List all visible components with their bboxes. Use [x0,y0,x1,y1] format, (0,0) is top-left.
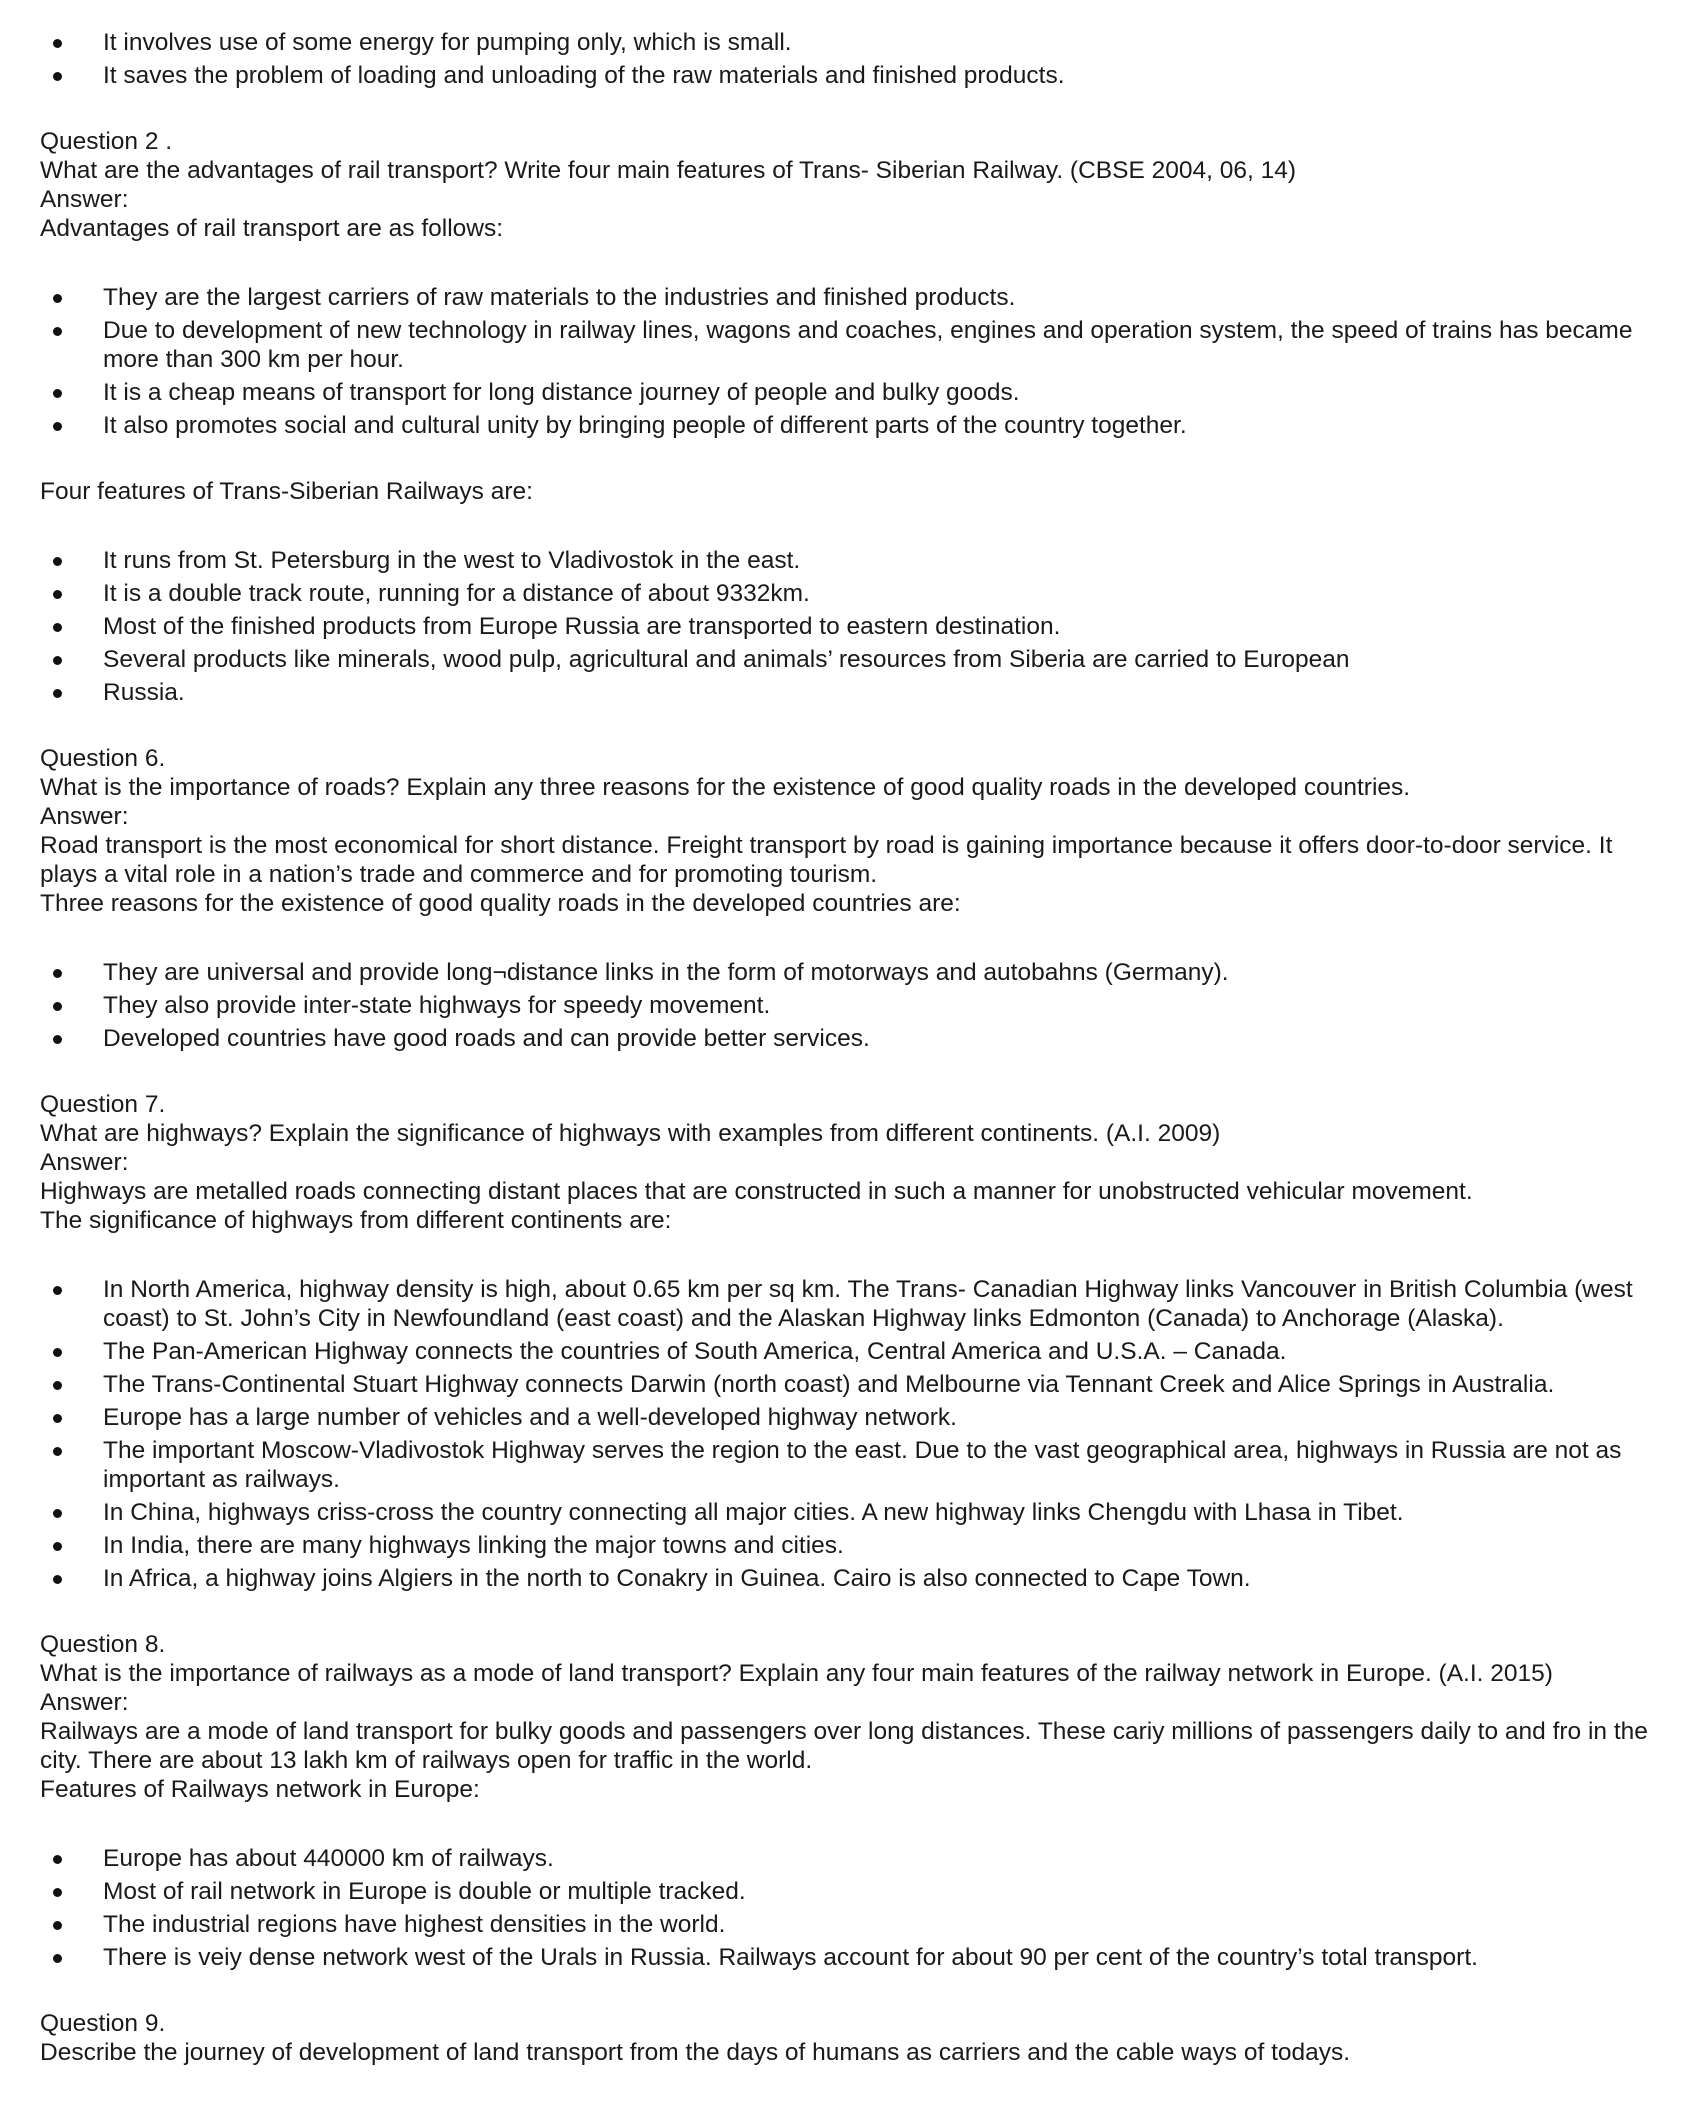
list-item: Due to development of new technology in railway lines, wagons and coaches, engines and operation system, the speed of trains has became more than 300 km per hour. [40,316,1670,374]
list-item: It saves the problem of loading and unloading of the raw materials and finished products. [40,61,1670,90]
list-item: In North America, highway density is high, about 0.65 km per sq km. The Trans- Canadian Highway links Vancouver in British Columbia (west coast) to St. John’s City in Newfoundland (east coast) and the Alaskan Highway links Edmonton (Canada) to Anchorage (Alaska). [40,1275,1670,1333]
list-item: It also promotes social and cultural unity by bringing people of different parts of the country together. [40,411,1670,440]
question-7-answer-label: Answer: [40,1149,129,1176]
question-8-title: Question 8. [40,1631,166,1658]
list-item: The Pan-American Highway connects the countries of South America, Central America and U.S.A. – Canada. [40,1337,1670,1366]
question-9-title: Question 9. [40,2010,166,2037]
question-9-text: Describe the journey of development of land transport from the days of humans as carriers and the cable ways of todays. [40,2039,1351,2066]
question-7-section [40,1090,1670,1593]
question-8-text: What is the importance of railways as a mode of land transport? Explain any four main features of the railway network in Europe. (A.I. 2015) [40,1660,1553,1687]
list-item: In Africa, a highway joins Algiers in the north to Conakry in Guinea. Cairo is also connected to Cape Town. [40,1564,1670,1593]
question-7-lead: The significance of highways from different continents are: [40,1207,672,1234]
question-2-lead-advantages: Advantages of rail transport are as follows: [40,215,504,242]
question-7-text: What are highways? Explain the significance of highways with examples from different continents. (A.I. 2009) [40,1120,1221,1147]
question-2-section [40,127,1670,707]
question-7-title: Question 7. [40,1091,166,1118]
question-2-text: What are the advantages of rail transport? Write four main features of Trans- Siberian Railway. (CBSE 2004, 06, 14) [40,157,1297,184]
question-8-answer-label: Answer: [40,1689,129,1716]
list-item: They also provide inter-state highways for speedy movement. [40,991,1670,1020]
list-item: It is a cheap means of transport for long distance journey of people and bulky goods. [40,378,1670,407]
list-item: Several products like minerals, wood pulp, agricultural and animals’ resources from Siberia are carried to European [40,645,1670,674]
list-item: It is a double track route, running for a distance of about 9332km. [40,579,1670,608]
question-6-reasons-list [40,958,1670,1053]
question-8-features-list [40,1844,1670,1972]
question-8-section [40,1630,1670,1972]
question-6-text: What is the importance of roads? Explain any three reasons for the existence of good quality roads in the developed countries. [40,774,1411,801]
list-item: Most of the finished products from Europe Russia are transported to eastern destination. [40,612,1670,641]
question-2-lead-features: Four features of Trans-Siberian Railways are: [40,478,533,505]
list-item: It runs from St. Petersburg in the west to Vladivostok in the east. [40,546,1670,575]
list-item: Russia. [40,678,1670,707]
list-item: It involves use of some energy for pumping only, which is small. [40,28,1670,57]
list-item: Most of rail network in Europe is double or multiple tracked. [40,1877,1670,1906]
question-8-lead: Features of Railways network in Europe: [40,1776,480,1803]
question-7-highways-list [40,1275,1670,1593]
intro-bullet-list [40,28,1670,90]
question-2-title: Question 2 . [40,128,173,155]
question-2-answer-label: Answer: [40,186,129,213]
list-item: There is veiy dense network west of the Urals in Russia. Railways account for about 90 per cent of the country’s total transport. [40,1943,1670,1972]
question-6-section [40,744,1670,1053]
list-item: Europe has a large number of vehicles and a well-developed highway network. [40,1403,1670,1432]
question-2-advantages-list [40,283,1670,440]
question-7-answer-paragraph: Highways are metalled roads connecting distant places that are constructed in such a manner for unobstructed vehicular movement. [40,1178,1473,1205]
list-item: In China, highways criss-cross the country connecting all major cities. A new highway links Chengdu with Lhasa in Tibet. [40,1498,1670,1527]
question-8-answer-paragraph: Railways are a mode of land transport for bulky goods and passengers over long distances. These cariy millions of passengers daily to and fro in the city. There are about 13 lakh km of railways open for traffic in the world. [40,1718,1648,1774]
question-6-answer-paragraph: Road transport is the most economical for short distance. Freight transport by road is gaining importance because it offers door-to-door service. It plays a vital role in a nation’s trade and commerce and for promoting tourism. [40,832,1613,888]
document-page [40,28,1670,2067]
list-item: The important Moscow-Vladivostok Highway serves the region to the east. Due to the vast geographical area, highways in Russia are not as important as railways. [40,1436,1670,1494]
question-9-section [40,2009,1670,2067]
question-6-lead: Three reasons for the existence of good quality roads in the developed countries are: [40,890,961,917]
list-item: Developed countries have good roads and can provide better services. [40,1024,1670,1053]
list-item: The Trans-Continental Stuart Highway connects Darwin (north coast) and Melbourne via Tennant Creek and Alice Springs in Australia. [40,1370,1670,1399]
list-item: They are the largest carriers of raw materials to the industries and finished products. [40,283,1670,312]
question-2-features-list [40,546,1670,707]
list-item: In India, there are many highways linking the major towns and cities. [40,1531,1670,1560]
list-item: The industrial regions have highest densities in the world. [40,1910,1670,1939]
list-item: They are universal and provide long¬distance links in the form of motorways and autobahns (Germany). [40,958,1670,987]
question-6-title: Question 6. [40,745,166,772]
question-6-answer-label: Answer: [40,803,129,830]
list-item: Europe has about 440000 km of railways. [40,1844,1670,1873]
